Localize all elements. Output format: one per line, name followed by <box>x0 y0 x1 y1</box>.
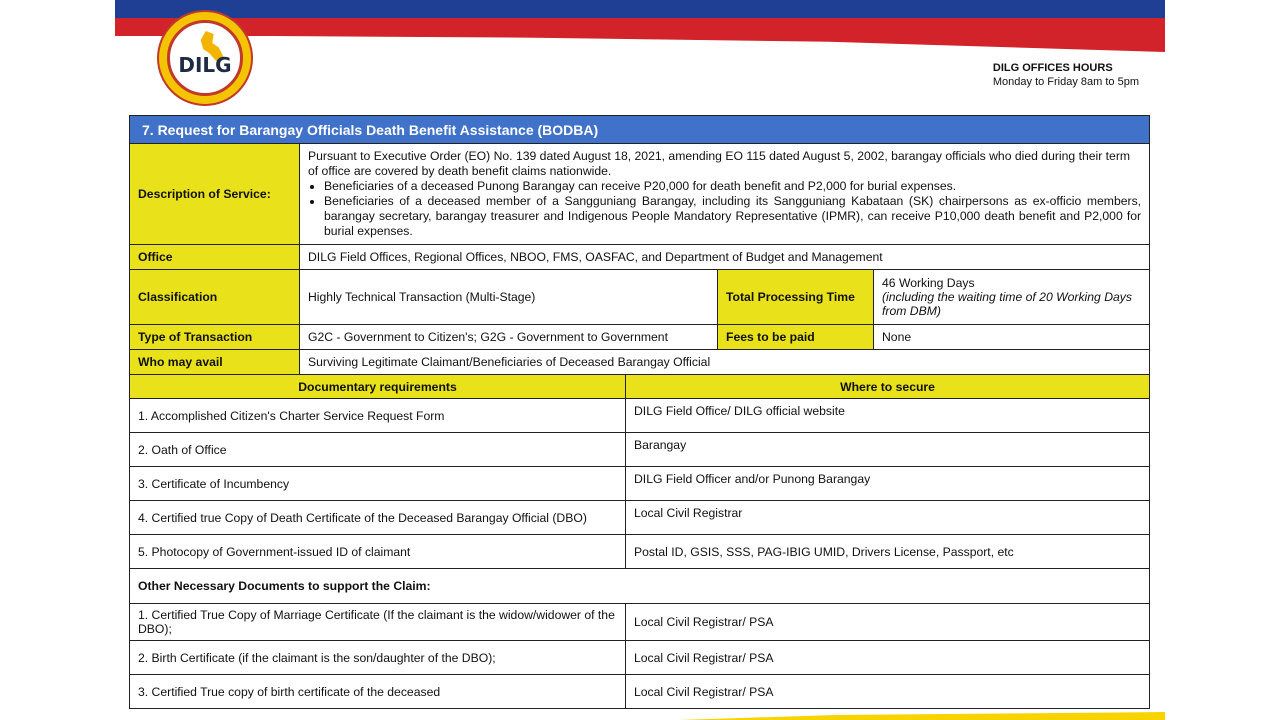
header-red-band <box>115 18 1165 52</box>
office-hours-title: DILG OFFICES HOURS <box>992 62 1113 74</box>
description-row <box>130 144 1150 245</box>
requirement-cell: 3. Certified True copy of birth certificate of the deceased <box>130 675 626 709</box>
requirement-cell: 3. Certificate of Incumbency <box>130 467 626 501</box>
where-cell: DILG Field Officer and/or Punong Barangay <box>626 467 1150 501</box>
where-cell: Local Civil Registrar/ PSA <box>626 675 1150 709</box>
transaction-row <box>130 325 1150 350</box>
other-documents-heading: Other Necessary Documents to support the Claim: <box>130 569 1150 604</box>
requirement-cell: 5. Photocopy of Government-issued ID of claimant <box>130 535 626 569</box>
requirement-cell: 1. Accomplished Citizen's Charter Service Request Form <box>130 399 626 433</box>
table-row <box>130 467 1150 501</box>
fees-value: None <box>874 325 1150 350</box>
where-cell: Barangay <box>626 433 1150 467</box>
table-row <box>130 675 1150 709</box>
table-row <box>130 604 1150 641</box>
who-may-avail-row <box>130 350 1150 375</box>
description-bullets <box>308 179 1141 239</box>
other-documents-heading-row <box>130 569 1150 604</box>
classification-value: Highly Technical Transaction (Multi-Stage) <box>300 270 718 325</box>
requirement-cell: 4. Certified true Copy of Death Certificate of the Deceased Barangay Official (DBO) <box>130 501 626 535</box>
where-cell: DILG Field Office/ DILG official website <box>626 399 1150 433</box>
processing-time-cell <box>874 270 1150 325</box>
requirement-cell: 2. Oath of Office <box>130 433 626 467</box>
requirements-header-row <box>130 375 1150 399</box>
where-cell: Local Civil Registrar/ PSA <box>626 604 1150 641</box>
dilg-logo <box>157 10 253 106</box>
fees-label: Fees to be paid <box>718 325 874 350</box>
processing-time-label: Total Processing Time <box>718 270 874 325</box>
classification-row <box>130 270 1150 325</box>
document-page <box>115 0 1165 720</box>
service-table <box>129 115 1150 709</box>
description-bullet: • Beneficiaries of a deceased member of a Sangguniang Barangay, including its Sangguniang Kabataan (SK) chairpersons as ex-officio members, barangay secretary, barangay treasurer and Indigenous People Mandatory Representative (IPMR), can receive P10,000 death benefit and P2,000 for burial expenses. <box>324 194 1141 239</box>
description-intro: Pursuant to Executive Order (EO) No. 139 dated August 18, 2021, amending EO 115 dated August 5, 2002, barangay officials who died during their term of office are covered by death benefit claims nationwide. <box>308 149 1131 178</box>
office-label: Office <box>130 245 300 270</box>
description-label: Description of Service: <box>130 144 300 245</box>
processing-time-note: (including the waiting time of 20 Working Days from DBM) <box>882 290 1132 318</box>
table-row <box>130 641 1150 675</box>
service-title: 7. Request for Barangay Officials Death Benefit Assistance (BODBA) <box>130 116 1150 144</box>
description-bullet: • Beneficiaries of a deceased Punong Barangay can receive P20,000 for death benefit and P2,000 for burial expenses. <box>324 179 1141 194</box>
requirement-cell: 2. Birth Certificate (if the claimant is the son/daughter of the DBO); <box>130 641 626 675</box>
where-cell: Postal ID, GSIS, SSS, PAG-IBIG UMID, Drivers License, Passport, etc <box>626 535 1150 569</box>
classification-label: Classification <box>130 270 300 325</box>
footer-yellow-band <box>615 712 1165 720</box>
logo-text: DILG <box>178 53 232 77</box>
dilg-logo-seal <box>167 20 243 96</box>
office-hours <box>993 61 1139 89</box>
description-content <box>300 144 1150 245</box>
table-row <box>130 433 1150 467</box>
where-cell: Local Civil Registrar/ PSA <box>626 641 1150 675</box>
requirement-cell: 1. Certified True Copy of Marriage Certificate (If the claimant is the widow/widower of the DBO); <box>130 604 626 641</box>
office-row <box>130 245 1150 270</box>
who-may-avail-value: Surviving Legitimate Claimant/Beneficiaries of Deceased Barangay Official <box>300 350 1150 375</box>
office-value: DILG Field Offices, Regional Offices, NBOO, FMS, OASFAC, and Department of Budget and Management <box>300 245 1150 270</box>
transaction-type-value: G2C - Government to Citizen's; G2G - Government to Government <box>300 325 718 350</box>
who-may-avail-label: Who may avail <box>130 350 300 375</box>
transaction-type-label: Type of Transaction <box>130 325 300 350</box>
table-row <box>130 535 1150 569</box>
office-hours-value: Monday to Friday 8am to 5pm <box>992 76 1139 88</box>
where-column-header: Where to secure <box>626 375 1150 399</box>
service-title-row <box>130 116 1150 144</box>
table-row <box>130 399 1150 433</box>
table-row <box>130 501 1150 535</box>
processing-time-value: 46 Working Days <box>882 276 975 290</box>
where-cell: Local Civil Registrar <box>626 501 1150 535</box>
requirements-column-header: Documentary requirements <box>130 375 626 399</box>
